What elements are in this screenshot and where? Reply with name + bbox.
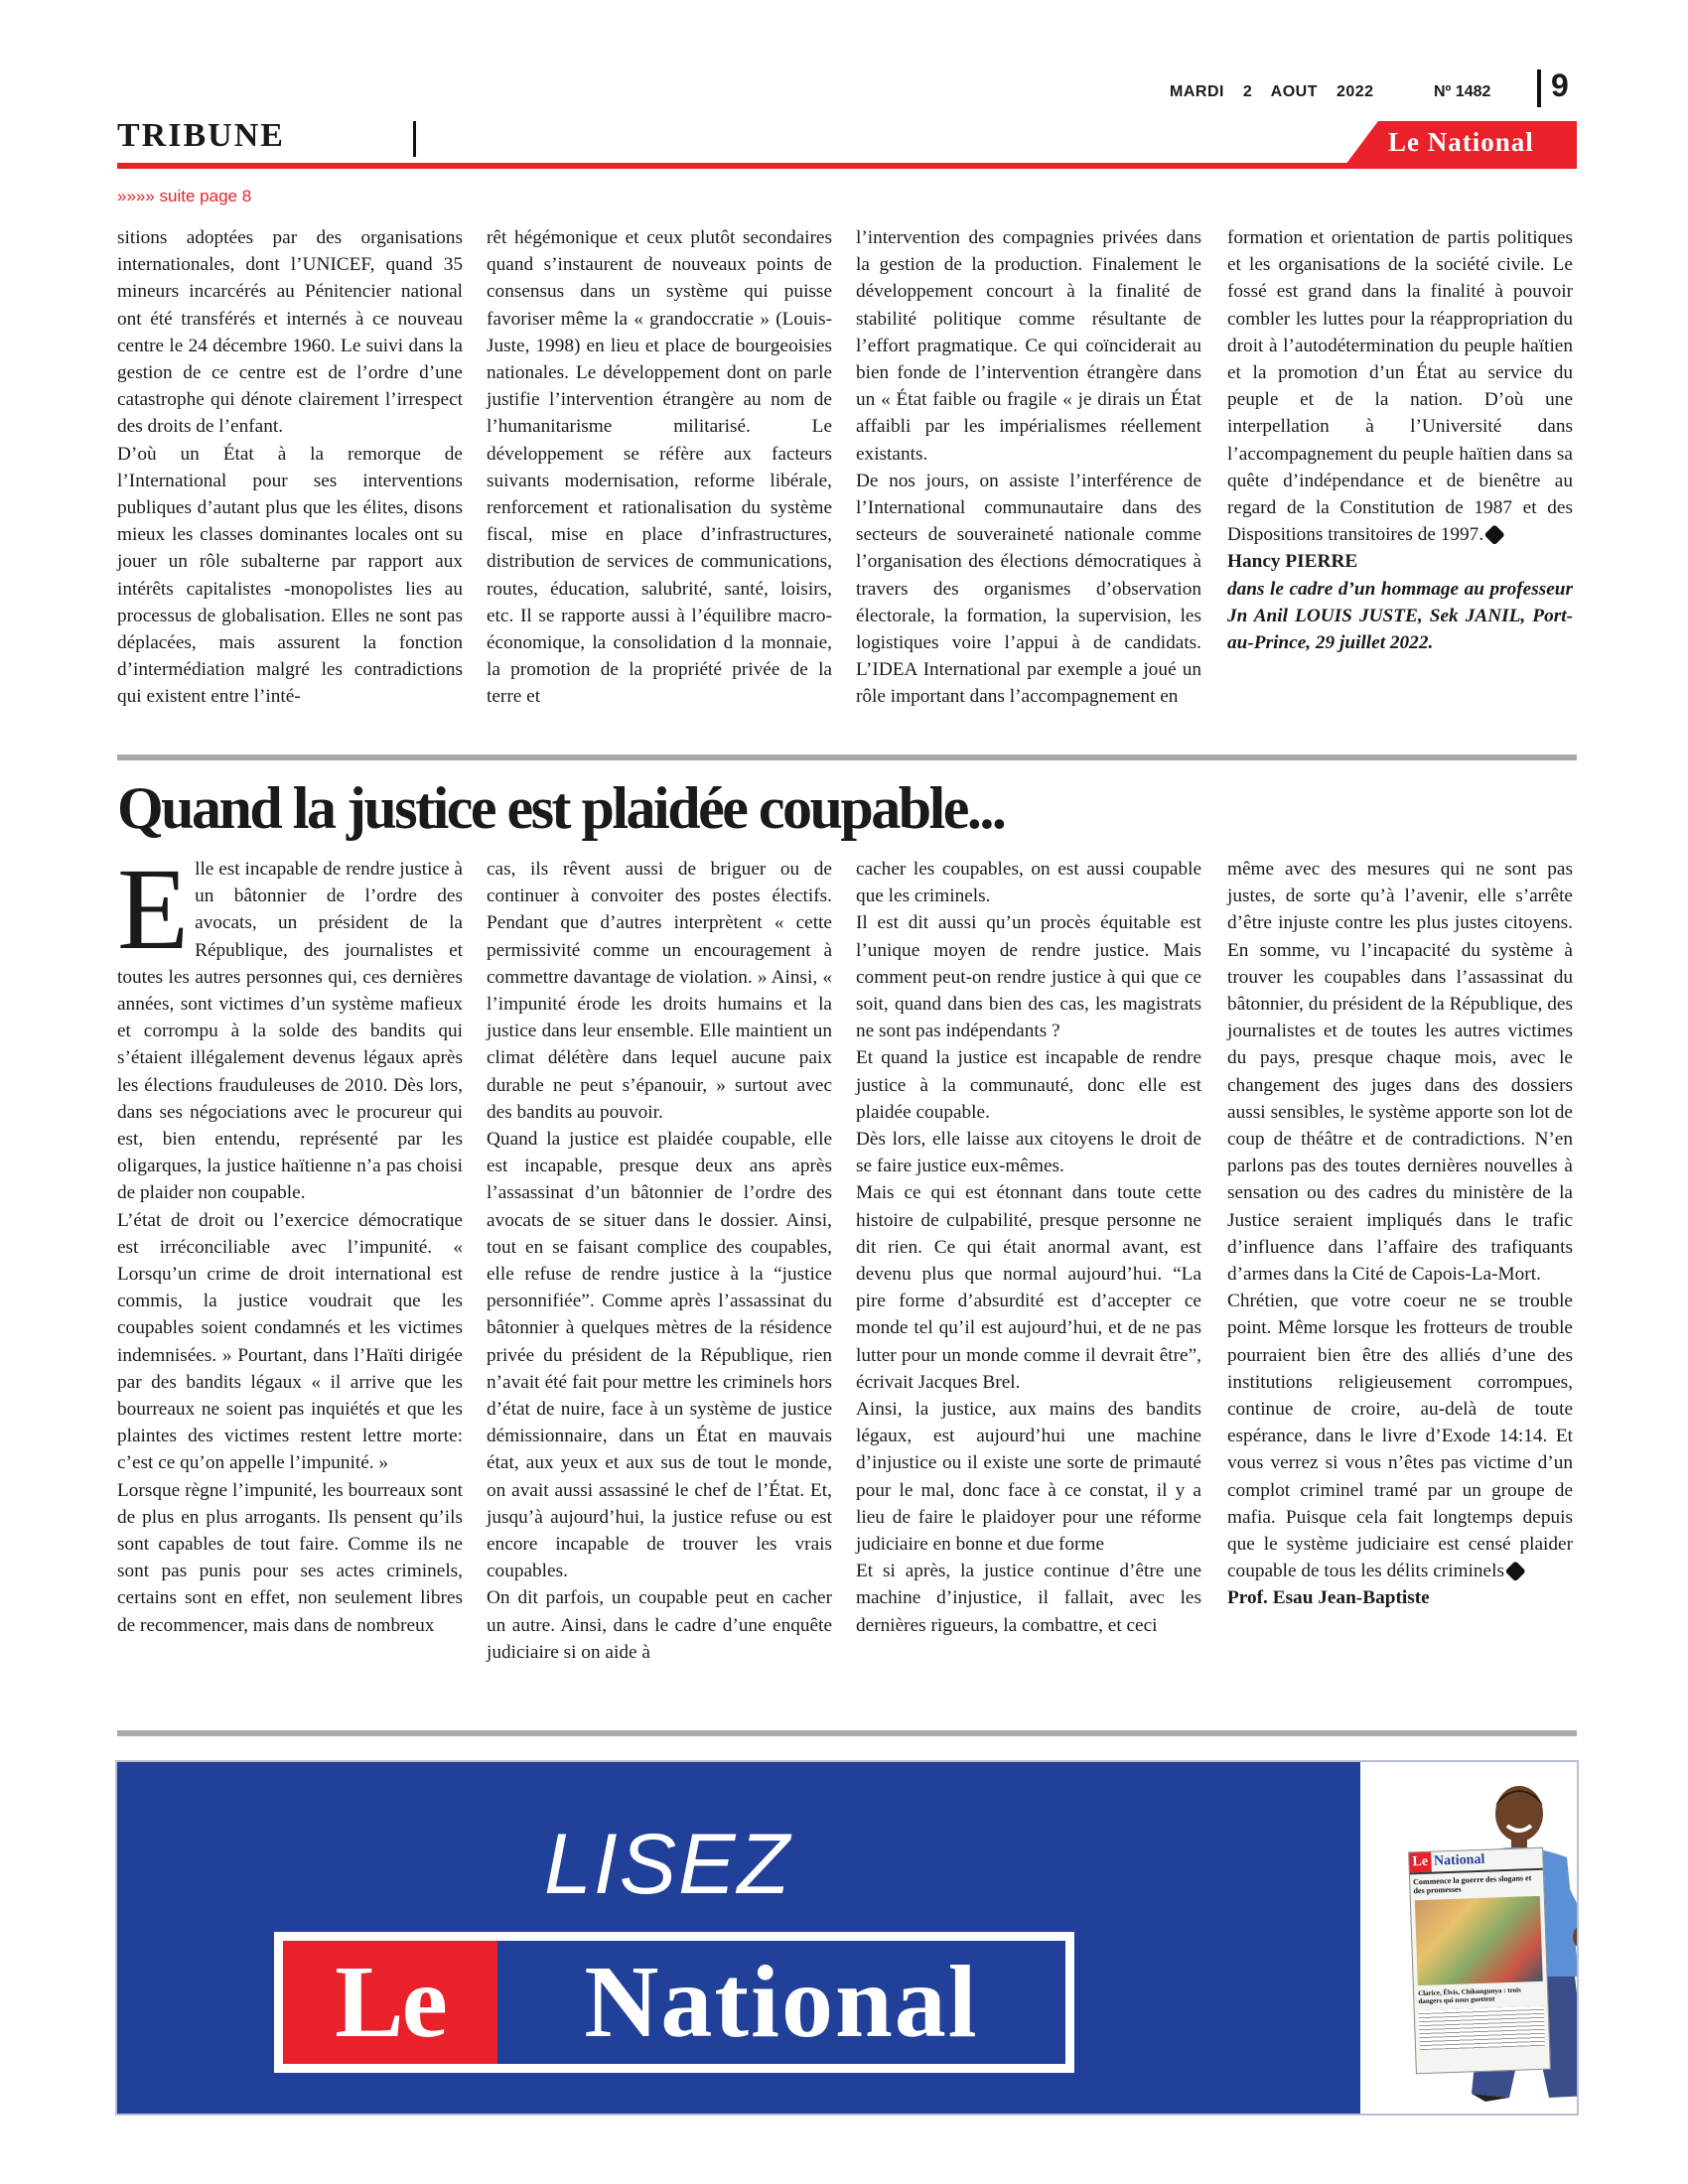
paragraph: Ainsi, la justice, aux mains des bandits légaux, est aujourd’hui une machine d’injustice ou il existe une sorte de primauté pour le mal, donc face à ce constat, il y a lieu de faire le plaidoyer pour une réforme judiciaire en bonne et due forme [856,1399,1201,1556]
end-of-article-icon [1505,1562,1526,1582]
date-year: 2022 [1336,83,1374,100]
newspaper-illustration [1408,1847,1551,2075]
issue-number: Nº 1482 [1434,83,1491,100]
paragraph-text: Chrétien, que votre coeur ne se trouble point. Même lorsque les frotteurs de trouble pourraient bien être des alliés d’une des institutions religieusement corrompues, continue de croire, au-delà de toute espérance, dans le livre d’Exode 14:14. Et vous verrez si vous n’êtes pas victime d’un complot criminel tramé par un groupe de mafia. Puisque cela fait longtemps depuis que le système judiciaire est censé plaider coupable de tous les délits criminels [1227,1291,1573,1582]
paragraph: De nos jours, on assiste l’interférence de l’International communautaire dans des secteurs de souveraineté nationale comme l’organisation des élections démocratiques à travers des organismes d’observation électorale, la formation, la supervision, les logistiques voire l’appui à de candidats. L’IDEA International par exemple a joué un rôle important dans l’accompagnement en [856,470,1201,708]
newspaper-masthead-le: Le [1409,1852,1431,1873]
ad-logo [274,1932,1074,2073]
date-number: 2 [1242,83,1253,100]
paragraph [1227,224,1573,548]
newspaper-subheadline: Clarice, Élvis, Chikungunya : trois dangers qui nous guettent [1417,1985,1521,2006]
section-title: TRIBUNE [117,117,285,154]
date-day: MARDI [1170,83,1224,100]
paragraph: l’intervention des compagnies privées dans la gestion de la production. Finalement le développement concourt à la finalité de stabilité politique comme résultante de l’effort pragmatique. Ce qui coïnciderait au bien fonde de l’intervention étrangère dans un « État faible ou fragile « je dirais un État affaibli par les impérialismes réellement existants. [856,227,1201,465]
paragraph: D’où un État à la remorque de l’International pour ses interventions publiques d’autant plus que les élites, disons mieux les classes dominantes locales ont su jouer un rôle subalterne par rapport aux intérêts capitalistes -monopolistes lies au processus de globalisation. Elles ne sont pas déplacées, mais assurent la fonction d’intermédiation malgré les contradictions qui existent entre l’inté- [117,443,463,708]
paragraph: L’état de droit ou l’exercice démocratique est irréconciliable avec l’impunité. « Lorsqu’un crime de droit international est commis, la justice voudrait que les coupables soient condamnés et les victimes indemnisées. » Pourtant, dans l’Haïti dirigée par des bandits légaux « il arrive que les bourreaux ne soient pas inquiétés et que les plaintes des victimes restent lettre morte: c’est ce qu’on appelle l’impunité. » [117,1209,463,1474]
signature-note: dans le cadre d’un hommage au professeur Jn Anil LOUIS JUSTE, Sek JANIL, Port-au-Prince, 29 juillet 2022. [1227,578,1573,654]
newspaper-cartoon-image [1415,1896,1543,1985]
paragraph [117,844,463,1207]
paragraph: On dit parfois, un coupable peut en cacher un autre. Ainsi, dans le cadre d’une enquête judiciaire si on aide à [487,1587,832,1663]
ad-logo-le: Le [283,1941,497,2064]
newspaper-headline: Commence la guerre des slogans et des promesses [1413,1873,1532,1896]
paragraph: Et si après, la justice continue d’être une machine d’injustice, il fallait, avec les dernières rigueurs, la combattre, et ceci [856,1561,1201,1636]
paragraph: Mais ce qui est étonnant dans toute cette histoire de culpabilité, presque personne ne dit rien. Ce qui était anormal avant, est devenu plus que normal aujourd’hui. “La pire forme d’absurdité est d’accepter ce monde tel qu’il est aujourd’hui, et de ne pas lutter pour un monde comme il devrait être”, écrivait Jacques Brel. [856,1182,1201,1393]
advertisement[interactable] [115,1760,1579,2116]
page-number-divider [1537,69,1541,107]
signature-name: Hancy PIERRE [1227,551,1358,573]
paragraph-text: lle est incapable de rendre justice à un bâtonnier de l’ordre des avocats, un président de la République, des journalistes et toutes les autres personnes qui, ces dernières années, sont victimes d’un système mafieux et corrompu à la solde des bandits qui s’étaient illégalement devenus légaux après les élections frauduleuses de 2010. Dès lors, dans ses négociations avec le procureur qui est, bien entendu, représenté par les oligarques, la justice haïtienne n’a pas choisi de plaider non coupable. [117,859,463,1204]
paragraph: Dès lors, elle laisse aux citoyens le droit de se faire justice eux-mêmes. [856,1129,1201,1177]
article2-column-3 [856,856,1201,1639]
date-month: AOUT [1270,83,1318,100]
paragraph: cas, ils rêvent aussi de briguer ou de continuer à convoiter des postes électifs. Pendant que d’autres interprètent « cette permissivité comme un encouragement à commettre davantage de violation. » Ainsi, « l’impunité érode les droits humains et la justice dans leur ensemble. Elle maintient un climat délétère dans lequel aucune paix durable ne peut s’épanouir, » surtout avec des bandits au pouvoir. [487,859,832,1123]
newspaper-text-lines [1419,2006,1545,2050]
drop-cap: E [117,844,190,974]
page-number: 9 [1551,68,1569,103]
paragraph-text: formation et orientation de partis politiques et les organisations de la société civile. Le fossé est grand dans la finalité à pouvoir combler les luttes pour la réappropriation du droit à l’autodétermination du peuple haïtien et la promotion d’un État au service du peuple et de la nation. D’où une interpellation à l’Université dans l’accompagnement du peuple haïtien dans sa quête d’indépendance et de bienêtre au regard de la Constitution de 1987 et des Dispositions transitoires de 1997. [1227,227,1573,546]
paragraph: Il est dit aussi qu’un procès équitable est l’unique moyen de rendre justice. Mais comment peut-on rendre justice à qui que ce soit, quand dans bien des cas, les magistrats ne sont pas indépendants ? [856,912,1201,1042]
section-divider [413,121,416,157]
end-of-article-icon [1484,524,1505,545]
article2-column-1 [117,844,463,1639]
paragraph: même avec des mesures qui ne sont pas justes, de sorte qu’à l’avenir, elle s’arrête d’être injuste contre les plus justes citoyens. En somme, vu l’incapacité du système à trouver les coupables dans l’assassinat du bâtonnier, du président de la République, des journalistes et de toutes les autres victimes du pays, presque chaque mois, avec le changement des juges dans des dossiers aussi sensibles, le système apporte son lot de coup de théâtre et de contradictions. N’en parlons pas des toutes dernières nouvelles à sensation ou des cadres du ministère de la Justice seraient impliqués dans le trafic d’influence dans l’affaire des trafiquants d’armes dans la Cité de Capois-La-Mort. [1227,859,1573,1286]
ad-logo-national: National [497,1941,1065,2064]
continuation-note: »»»» suite page 8 [117,187,252,205]
paragraph: sitions adoptées par des organisations internationales, dont l’UNICEF, quand 35 mineurs incarcérés au Pénitencier national ont été transférés et internés à ce nouveau centre le 24 décembre 1960. Le suivi dans la gestion de ce centre est de l’ordre d’une catastrophe qui dénote clairement l’irrespect des droits de l’enfant. [117,227,463,438]
section-divider-rule [117,754,1577,760]
article1-column-1 [117,224,463,711]
paragraph: cacher les coupables, on est aussi coupable que les criminels. [856,859,1201,907]
paragraph [1227,1288,1573,1584]
article-headline: Quand la justice est plaidée coupable... [117,775,1005,841]
paragraph: rêt hégémonique et ceux plutôt secondaires quand s’instaurent de nouveaux points de consensus dans un système qui puisse favoriser même la « grandoccratie » (Louis-Juste, 1998) en lieu et place de bourgeoisies nationales. Le développement dont on parle justifie l’intervention étrangère au nom de l’humanitarisme militarisé. Le développement se réfère aux facteurs suivants modernisation, reforme libérale, renforcement et rationalisation du système fiscal, mise en place d’infrastructures, distribution de services de communications, routes, éducation, salubrité, santé, loisirs, etc. Il se rapporte aussi à l’équilibre macro- économique, la consolidation d la monnaie, la promotion de la propriété privée de la terre et [487,227,832,708]
article1-column-4 [1227,224,1573,656]
newspaper-masthead-national: National [1433,1851,1485,1869]
paragraph: Quand la justice est plaidée coupable, elle est incapable, presque deux ans après l’assassinat d’un bâtonnier de l’ordre des avocats de se situer dans le dossier. Ainsi, tout en se faisant complice des coupables, elle refuse de rendre justice à la “justice personnifiée”. Comme après l’assassinat du bâtonnier à quelques mètres de la résidence privée du président de la République, rien n’avait été fait pour mettre les criminels hors d’état de nuire, face à un système de justice démissionnaire, dans un État en mauvais état, aux yeux et aux sus de tout le monde, on avait aussi assassiné le chef de l’État. Et, jusqu’à aujourd’hui, la justice refuse ou est encore incapable de trouver les vrais coupables. [487,1129,832,1582]
paragraph: Lorsque règne l’impunité, les bourreaux sont de plus en plus arrogants. Ils pensent qu’ils sont capables de tout faire. Comme ils ne sont pas punis pour ses actes criminels, certains sont en effet, non seulement libres de recommencer, mais dans de nombreux [117,1479,463,1636]
issue-date [1170,83,1388,101]
article-author: Prof. Esau Jean-Baptiste [1227,1587,1430,1609]
ad-tagline: LISEZ [544,1817,791,1912]
article1-column-2 [487,224,832,711]
article2-column-4 [1227,856,1573,1612]
article2-column-2 [487,856,832,1666]
brand-name: Le National [1388,127,1534,157]
section-divider-rule [117,1730,1577,1736]
paragraph: Et quand la justice est incapable de rendre justice à la communauté, donc elle est plaidée coupable. [856,1047,1201,1123]
article1-column-3 [856,224,1201,711]
